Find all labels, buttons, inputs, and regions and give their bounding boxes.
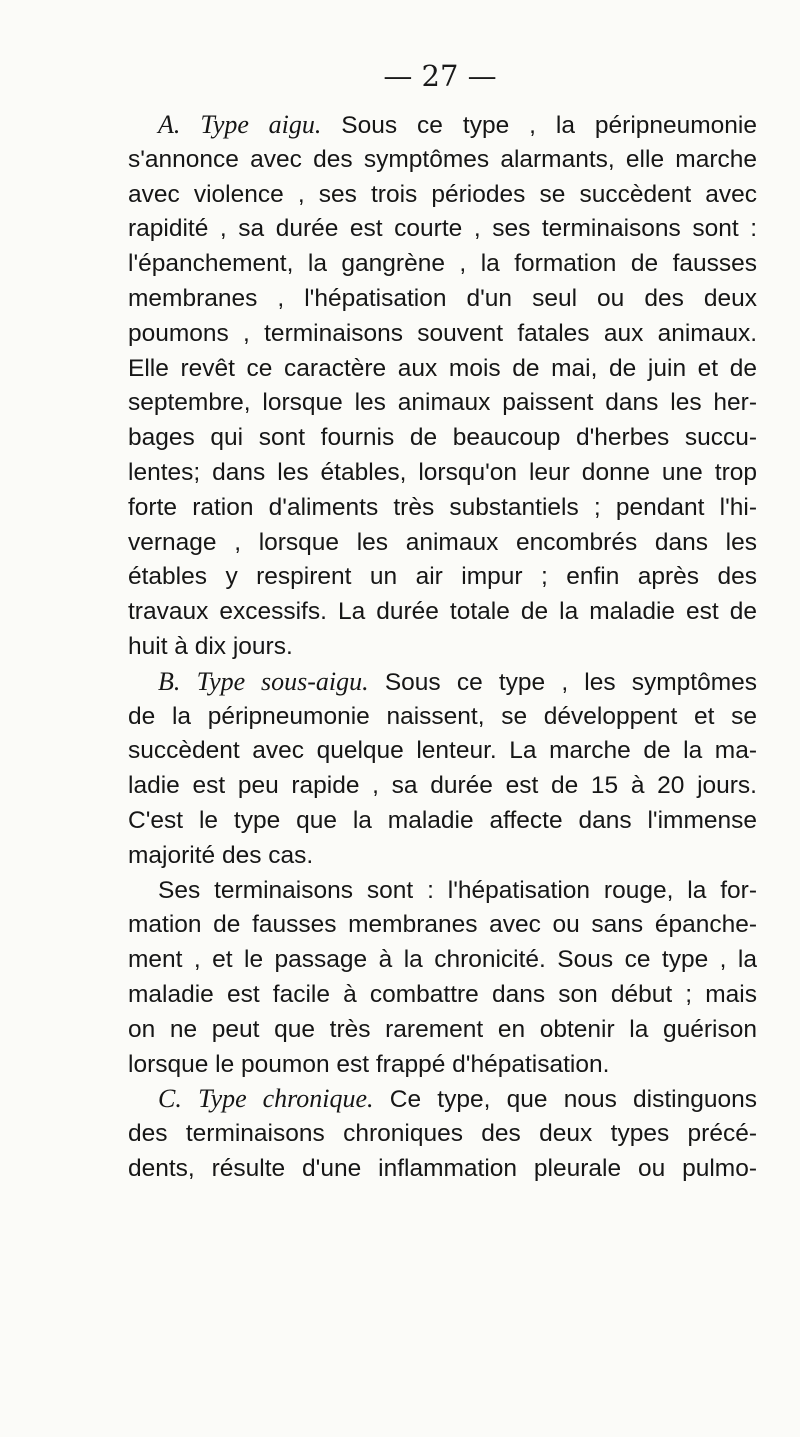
- text-line: bages qui sont fournis de beaucoup d'herbes succu-: [128, 424, 757, 452]
- line-text: Sous ce type , la péripneumonie: [321, 112, 757, 139]
- text-line: [128, 108, 757, 143]
- text-line: ment , et le passage à la chronicité. Sous ce type , la: [128, 946, 757, 974]
- text-line: septembre, lorsque les animaux paissent dans les her-: [128, 389, 757, 417]
- text-line: dents, résulte d'une inflammation pleurale ou pulmo-: [128, 1154, 757, 1182]
- paragraph-type-sous-aigu: [128, 665, 757, 874]
- paragraph-type-aigu: [128, 108, 757, 665]
- text-line: poumons , terminaisons souvent fatales aux animaux.: [128, 319, 757, 347]
- section-label: C.: [158, 1084, 182, 1114]
- text-line: ladie est peu rapide , sa durée est de 15 à 20 jours.: [128, 772, 757, 800]
- text-line: lentes; dans les étables, lorsqu'on leur donne une trop: [128, 458, 757, 486]
- text-line: l'épanchement, la gangrène , la formation de fausses: [128, 250, 757, 278]
- section-label: A.: [158, 110, 181, 139]
- text-line: des terminaisons chroniques des deux types précé-: [128, 1120, 757, 1148]
- line-text: Ce type, que nous distinguons: [373, 1086, 757, 1114]
- paragraph-terminaisons: [128, 874, 757, 1083]
- section-title: Type sous-aigu.: [196, 666, 369, 696]
- text-line: lorsque le poumon est frappé d'hépatisation.: [128, 1050, 610, 1078]
- body-text: [128, 108, 757, 1187]
- text-line: membranes , l'hépatisation d'un seul ou des deux: [128, 284, 757, 312]
- text-line: étables y respirent un air impur ; enfin après des: [128, 563, 757, 591]
- text-line: travaux excessifs. La durée totale de la maladie est de: [128, 598, 757, 626]
- paragraph-type-chronique: [128, 1082, 757, 1186]
- text-line: mation de fausses membranes avec ou sans épanche-: [128, 911, 757, 939]
- text-line: majorité des cas.: [128, 841, 314, 869]
- text-line: maladie est facile à combattre dans son début ; mais: [128, 980, 757, 1008]
- text-line: de la péripneumonie naissent, se développent et se: [128, 702, 757, 730]
- text-line: [128, 1082, 757, 1117]
- text-line: forte ration d'aliments très substantiels ; pendant l'hi-: [128, 493, 757, 521]
- text-line: on ne peut que très rarement en obtenir la guérison: [128, 1015, 757, 1043]
- text-line: [128, 665, 757, 700]
- text-line: s'annonce avec des symptômes alarmants, elle marche: [128, 145, 757, 173]
- line-text: Sous ce type , les symptômes: [368, 668, 758, 696]
- text-line: C'est le type que la maladie affecte dans l'immense: [128, 806, 757, 834]
- section-title: Type chronique.: [198, 1084, 374, 1114]
- text-line: Elle revêt ce caractère aux mois de mai, de juin et de: [128, 354, 757, 382]
- page-number: — 27 —: [383, 59, 497, 93]
- section-title: Type aigu.: [200, 110, 322, 139]
- text-line: rapidité , sa durée est courte , ses terminaisons sont :: [128, 215, 757, 243]
- text-line: avec violence , ses trois périodes se succèdent avec: [128, 180, 757, 208]
- text-line: huit à dix jours.: [128, 632, 293, 660]
- section-label: B.: [158, 666, 181, 696]
- text-line: vernage , lorsque les animaux encombrés dans les: [128, 528, 757, 556]
- text-line: Ses terminaisons sont : l'hépatisation rouge, la for-: [158, 876, 757, 904]
- text-line: succèdent avec quelque lenteur. La marche de la ma-: [128, 737, 757, 765]
